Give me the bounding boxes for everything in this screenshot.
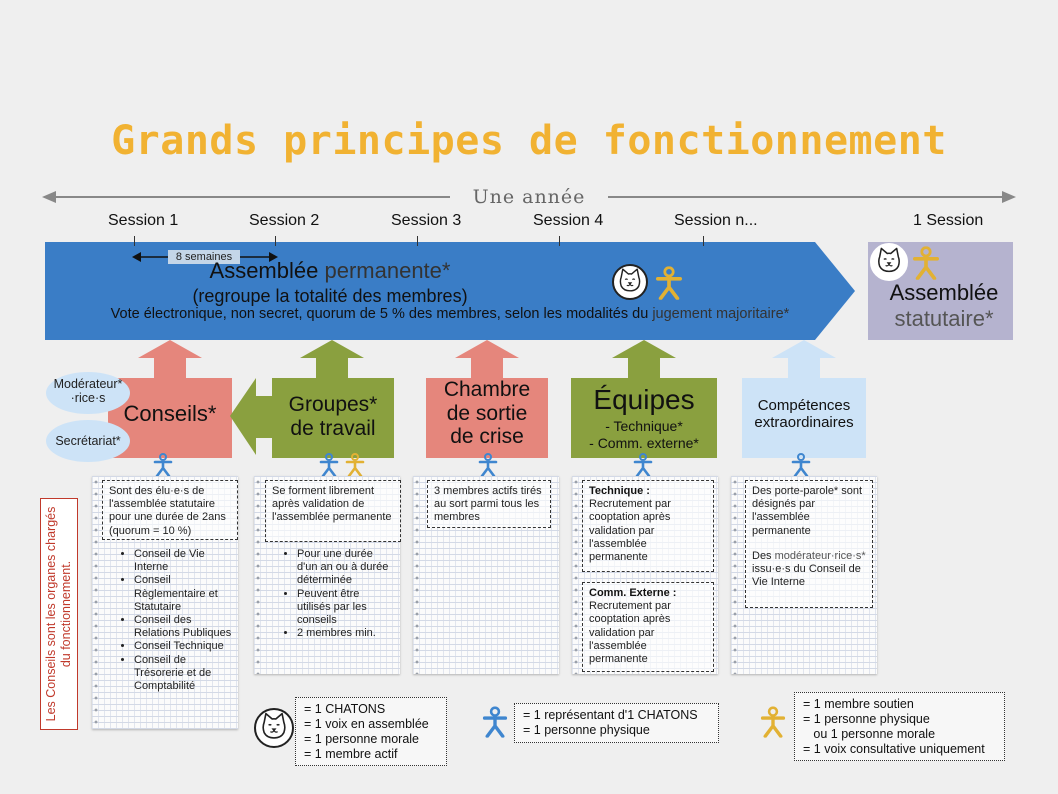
legend-line: = 1 membre actif (304, 747, 398, 761)
legend-line: = 1 membre soutien (803, 697, 914, 711)
groupes-label (272, 393, 394, 440)
list-item: • Pour une durée d'un an ou à durée déterminée (297, 548, 395, 588)
person-blue-icon (791, 452, 811, 478)
list-item: • Conseil des Relations Publiques (134, 614, 234, 640)
equipes-label: Équipes (593, 384, 695, 415)
technique-note-title: Technique : (589, 485, 650, 497)
person-gold-icon (345, 452, 365, 478)
assembly-vote-rules: Vote électronique, non secret, quorum de 5 % des membres, selon les modalités du jugement majoritaire* (110, 306, 790, 322)
moderator-label: Modérateur* (53, 377, 123, 391)
legend-blue (514, 703, 719, 743)
list-item: • Conseil Technique (134, 640, 234, 653)
list-item: • Conseil de Trésorerie et de Comptabilité (134, 654, 234, 694)
comm-note-text: Recrutement par cooptation après validation par l'assemblée permanente (589, 600, 671, 665)
tick-1 (134, 236, 135, 246)
groupes-label-line1: Groupes* (288, 393, 378, 416)
legend-line: = 1 représentant d'1 CHATONS (523, 708, 698, 722)
person-blue-icon (633, 452, 653, 478)
session-4: Session 4 (533, 212, 604, 229)
legend-line: = 1 CHATONS (304, 702, 386, 716)
moderator-bubble (46, 372, 130, 414)
chambre-note: 3 membres actifs tirés au sort parmi tous les membres (427, 480, 551, 528)
conseils-note: Sont des élu·e·s de l'assemblée statutaire pour une durée de 2ans (quorum = 10 %) (102, 480, 238, 540)
groupes-list (297, 548, 395, 640)
secretariat-bubble: Secrétariat* (46, 420, 130, 462)
legend-line: ou 1 personne morale (803, 727, 936, 741)
list-item: • Peuvent être utilisés par les conseils (297, 588, 395, 628)
session-1: Session 1 (108, 212, 179, 229)
person-blue-icon (478, 452, 498, 478)
page-title: Grands principes de fonctionnement (111, 118, 947, 164)
competences-label-line1: Compétences (757, 397, 851, 414)
conseils-vertical-note: Les Conseils sont les organes chargés du fonctionnement. (40, 498, 78, 730)
competences-note-a: Des porte-parole* sont désignés par l'assemblée permanente (752, 485, 863, 537)
session-statutory: 1 Session (913, 212, 984, 229)
list-item: • Conseil Règlementaire et Statutaire (134, 574, 234, 614)
person-blue-icon (482, 706, 508, 738)
conseils-list (134, 548, 234, 693)
competences-note-b: Des modérateur·rice·s* issu·e·s du Conseil de Vie Interne (752, 549, 866, 589)
equipes-sub-technique: - Technique* (605, 418, 683, 434)
list-item: • Conseil de Vie Interne (134, 548, 234, 574)
session-3: Session 3 (391, 212, 462, 229)
person-blue-icon (319, 452, 339, 478)
assembly-title: Assemblée permanente* (209, 258, 451, 283)
groupes-label-line2: de travail (290, 416, 376, 440)
person-blue-icon (153, 452, 173, 478)
chambre-label-line2: de sortie (446, 401, 528, 425)
comm-note (582, 582, 714, 672)
equipes-sub-comm: - Comm. externe* (589, 435, 699, 451)
tick-4 (559, 236, 560, 246)
competences-note (745, 480, 873, 608)
statutory-subtitle: statutaire* (894, 306, 994, 331)
competences-label-line2: extraordinaires (754, 413, 854, 431)
groupes-note: Se forment librement après validation de l'assemblée permanente (265, 480, 401, 542)
conseils-label: Conseils* (123, 401, 217, 426)
tick-3 (417, 236, 418, 246)
session-n: Session n... (674, 212, 758, 229)
list-item: • 2 membres min. (297, 627, 395, 640)
person-gold-icon (912, 246, 940, 280)
chambre-label (426, 378, 548, 449)
legend-line: = 1 personne morale (304, 732, 420, 746)
competences-label (742, 398, 866, 432)
tick-2 (275, 236, 276, 246)
legend-gold (794, 692, 1005, 761)
assembly-subtitle: (regroupe la totalité des membres) (192, 286, 468, 306)
cat-icon (254, 708, 294, 748)
technique-note-text: Recrutement par cooptation après validation par l'assemblée permanente (589, 498, 671, 563)
legend-line: = 1 personne physique (803, 712, 930, 726)
legend-line: = 1 voix en assemblée (304, 717, 429, 731)
chambre-label-line1: Chambre (443, 378, 531, 401)
chambre-label-line3: de crise (450, 425, 524, 449)
technique-note (582, 480, 714, 572)
cat-icon (870, 243, 908, 281)
comm-note-title: Comm. Externe : (589, 587, 677, 599)
tick-n (703, 236, 704, 246)
legend-line: = 1 personne physique (523, 723, 650, 737)
person-gold-icon (655, 266, 683, 300)
moderator-label-suffix: ·rice·s (70, 391, 106, 405)
legend-line: = 1 voix consultative uniquement (803, 742, 985, 756)
weeks-label: 8 semaines (168, 250, 240, 264)
session-2: Session 2 (249, 212, 320, 229)
timeline-label: Une année (450, 186, 608, 208)
person-gold-icon (760, 706, 786, 738)
statutory-title: Assemblée (889, 280, 999, 305)
legend-chatons (295, 697, 447, 766)
cat-icon (612, 264, 648, 300)
